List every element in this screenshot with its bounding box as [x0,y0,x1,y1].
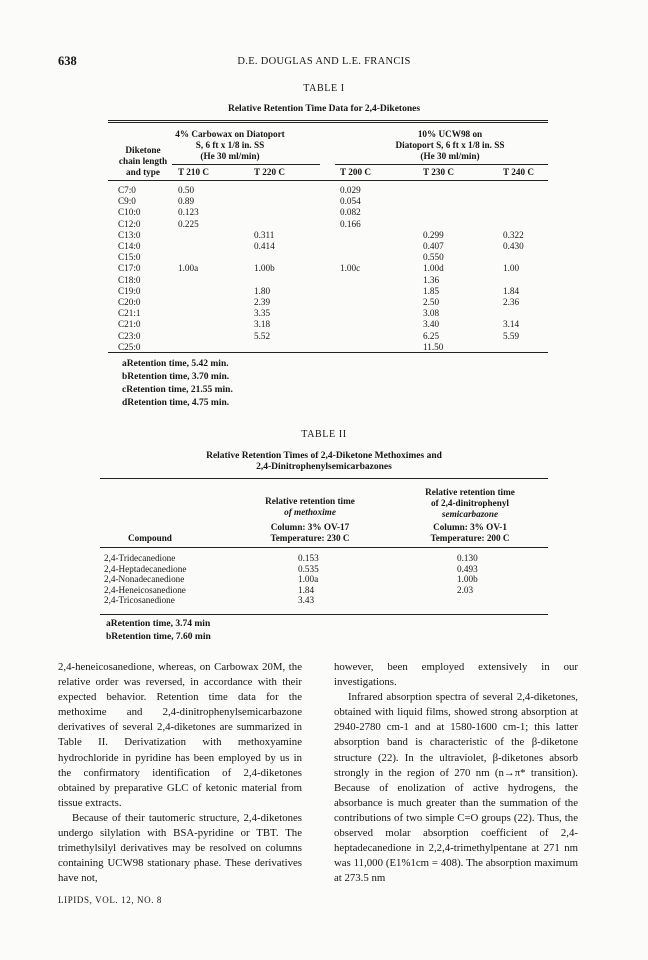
table-1-group-b-line-1: 10% UCW98 on [417,129,483,139]
table-2-caption-line-1: Relative Retention Times of 2,4-Diketone Methoximes and [206,451,442,461]
table-1-value: 1.00b [254,263,275,274]
table-2-compound: 2,4-Nonadecanedione [104,574,185,585]
page-footer: LIPIDS, VOL. 12, NO. 8 [58,895,163,905]
table-1-stub-head-line-3: and type [126,167,160,177]
table-2-semicarbazone-value: 0.493 [457,563,478,574]
table-1-chain-type: C15:0 [118,252,141,263]
table-1-chain-type: C10:0 [118,207,141,218]
table-2-caption-line-2: 2,4-Dinitrophenylsemicarbazones [256,462,392,472]
table-1-value: 0.029 [340,185,361,195]
table-1-value: 0.225 [178,218,199,229]
table-2-methoxime-value: 3.43 [298,595,315,606]
table-1-value: 3.18 [254,319,271,330]
table-1-value: 0.054 [340,196,361,207]
table-1-value: 5.59 [503,330,520,341]
body-left-column [58,660,302,886]
table-1-value: 3.40 [423,319,440,330]
table-1-footnote: bRetention time, 3.70 min. [122,372,230,382]
table-1-chain-type: C21:1 [118,308,141,319]
body-paragraph: 2,4-heneicosanedione, whereas, on Carbowax 20M, the relative order was reversed, in accordance with their expected behavior. Retention time data for the methoxime and 2,4-dinitrophenylsemicarbazone derivatives of several 2,4-diketones are summarized in Table II. Derivatization with methoxyamine hydrochloride in pyridine has been employed by us in the confirmatory identification of 2,4-diketones obtained by preparative GLC of ketonic material from tissue extracts. [58,661,302,809]
table-2-compound: 2,4-Tridecanedione [104,553,176,563]
table-1-group-b-line-2: Diatoport S, 6 ft x 1/8 in. SS [395,140,505,150]
table-1-top-rule-2 [108,122,548,123]
table-1-chain-type: C21:0 [118,319,141,330]
table-2-compound: 2,4-Heptadecanedione [104,563,187,574]
table-1-chain-type: C9:0 [118,196,136,207]
table-1-value: 1.00d [423,263,444,274]
table-1-head-rule [108,180,548,181]
table-2-col-2-condition: Column: 3% OV-1 [433,522,507,532]
table-2-methoxime-value: 1.84 [298,584,315,595]
table-2-methoxime-value: 0.535 [298,563,319,574]
table-1-footnote: dRetention time, 4.75 min. [122,398,230,408]
table-2-footnote: bRetention time, 7.60 min [106,632,211,642]
table-2-col-2-head: Relative retention time [425,487,515,497]
table-1-value: 1.85 [423,285,440,296]
table-2-footnotes [106,618,211,644]
table-1-group-a-line-1: 4% Carbowax on Diatoport [175,129,285,139]
table-2-col-2-head: semicarbazone [441,509,499,519]
table-1-value: 0.414 [254,241,275,251]
table-1-footnote: aRetention time, 5.42 min. [122,359,229,369]
table-1-value: 0.430 [503,241,524,251]
table-1-group-b-line-3: (He 30 ml/min) [420,151,480,161]
table-1-chain-type: C13:0 [118,229,141,240]
table-1-value: 5.52 [254,330,271,341]
table-1-bottom-rule [108,352,548,353]
table-2-col-1-head: Relative retention time [265,496,355,506]
table-1-value: 1.80 [254,285,271,296]
table-1-chain-type: C18:0 [118,274,141,285]
table-1-col-head: T 210 C [178,167,209,177]
body-right-column [334,660,578,886]
table-2-col-1-head: of methoxime [284,507,336,517]
table-2-label: TABLE II [301,429,347,440]
table-1-caption: Relative Retention Time Data for 2,4-Diketones [227,104,421,114]
table-1-value: 0.082 [340,207,361,218]
body-paragraph: Because of their tautomeric structure, 2,4-diketones undergo silylation with BSA-pyridine or TBT. The trimethylsilyl derivatives may be resolved on columns containing UCW98 stationary phase. These derivatives have not, [58,811,302,885]
table-1-group-a-line-3: (He 30 ml/min) [200,151,260,161]
table-2-head-rule [100,547,548,548]
table-1-value: 2.39 [254,297,271,307]
table-1-value: 1.00 [503,263,520,274]
table-1-col-head: T 230 C [423,167,454,177]
table-1-col-head: T 200 C [340,167,371,177]
table-2-col-2-condition: Temperature: 200 C [430,533,510,543]
table-1-label: TABLE I [303,83,345,94]
table-1-value: 3.14 [503,319,520,330]
table-1-chain-type: C14:0 [118,241,141,251]
table-1-chain-type: C23:0 [118,330,141,341]
table-1-chain-type: C20:0 [118,297,141,307]
table-1-value: 0.89 [178,196,195,207]
table-2-col-2-head: of 2,4-dinitrophenyl [431,498,509,508]
table-1-value: 1.00c [340,263,361,274]
table-1-value: 1.84 [503,285,520,296]
table-1-value: 2.36 [503,297,520,307]
table-1-top-rule [108,120,548,121]
table-1-value: 11.50 [423,341,444,352]
table-1-value: 6.25 [423,330,440,341]
table-1-value: 3.35 [254,308,271,319]
table-1-col-head: T 240 C [503,167,534,177]
table-1-col-head: T 220 C [254,167,285,177]
table-2-methoxime-value: 1.00a [298,574,319,585]
table-2-stub-head: Compound [128,533,172,543]
table-2-col-1-condition: Temperature: 230 C [270,533,350,543]
table-2-methoxime-value: 0.153 [298,553,319,563]
running-head: D.E. DOUGLAS AND L.E. FRANCIS [237,56,411,67]
table-1-group-a-rule [172,164,320,165]
table-1-footnote: cRetention time, 21.55 min. [122,385,233,395]
table-1-value: 0.550 [423,252,444,263]
table-1-chain-type: C17:0 [118,263,141,274]
table-1-value: 1.00a [178,263,199,274]
table-1-value: 3.08 [423,308,440,319]
body-paragraph: however, been employed extensively in our investigations. [334,661,578,689]
table-1-chain-type: C12:0 [118,218,141,229]
table-1-footnotes [122,358,233,410]
table-2-col-1-condition: Column: 3% OV-17 [270,522,350,532]
table-1-value: 0.166 [340,218,361,229]
table-2-compound: 2,4-Heneicosanedione [104,584,186,595]
table-1-value: 0.299 [423,229,444,240]
table-1-chain-type: C25:0 [118,341,141,352]
table-1-value: 2.50 [423,297,440,307]
table-1-chain-type: C7:0 [118,185,136,195]
table-2-top-rule [100,478,548,479]
table-1-value: 0.311 [254,229,275,240]
table-1-value: 0.50 [178,185,195,195]
body-paragraph: Infrared absorption spectra of several 2,4-diketones, obtained with liquid films, showed strong absorption at 2940-2780 cm-1 and at 1580-1600 cm-1; this latter absorption band is characteristic of the β-diketone structure (22). In the ultraviolet, β-diketones absorb strongly in the region of 270 nm (n→π* transition). Because of enolization of active hydrogens, the absorbance is much greater than the summation of the contributions of two simple C=O groups (22). Thus, the observed molar absorption coefficient of 2,4-heptadecanedione in 2,2,4-trimethylpentane at 271 nm was 11,000 (E1%1cm = 408). The absorption maximum at 273.5 nm [334,691,578,885]
table-2-semicarbazone-value: 0.130 [457,553,478,563]
table-1-stub-head-line-1: Diketone [125,145,161,155]
table-2-bottom-rule [100,614,548,615]
table-2-semicarbazone-value: 1.00b [457,574,478,585]
table-1-value: 0.407 [423,241,444,251]
table-1-group-b-rule [335,164,548,165]
table-1-stub-head-line-2: chain length [118,156,168,166]
table-1-value: 0.123 [178,207,199,218]
table-2-compound: 2,4-Tricosanedione [104,595,175,606]
table-2-semicarbazone-value: 2.03 [457,584,474,595]
table-1-value: 1.36 [423,274,440,285]
table-2-footnote: aRetention time, 3.74 min [106,619,211,629]
table-1-group-a-line-2: S, 6 ft x 1/8 in. SS [195,140,265,150]
page-number: 638 [58,54,77,68]
table-1-value: 0.322 [503,229,524,240]
table-1-chain-type: C19:0 [118,285,141,296]
